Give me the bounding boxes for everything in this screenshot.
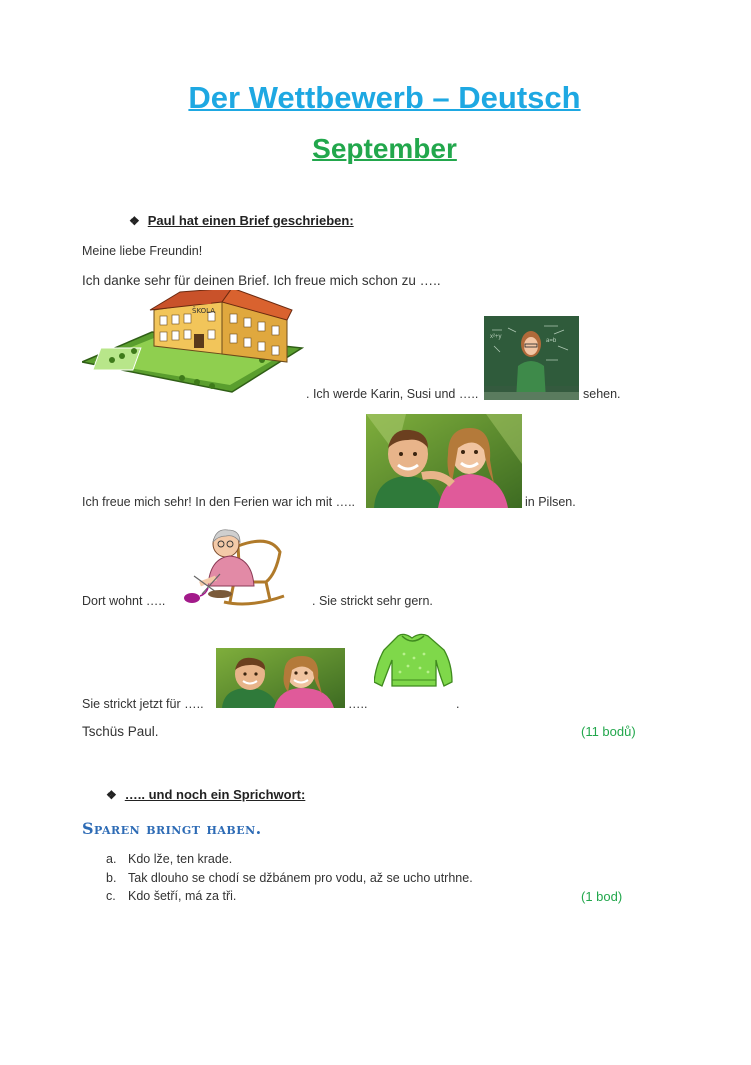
diamond-bullet-icon: ❖ [106,788,117,802]
option-c-text: Kdo šetří, má za tři. [128,889,237,903]
letter-line-1: Ich danke sehr für deinen Brief. Ich freue mich schon zu ….. [82,273,441,288]
svg-text:ŠKOLA: ŠKOLA [192,307,216,315]
section1-heading: ❖ Paul hat einen Brief geschrieben: [129,213,354,228]
option-b-text: Tak dlouho se chodí se džbánem pro vodu, až se ucho utrhne. [128,871,473,885]
letter-line-3b: in Pilsen. [525,495,576,509]
letter-line-5c: . [456,697,460,711]
letter-line-4b: . Sie strickt sehr gern. [312,594,433,608]
grandmother-knitting-icon [180,524,286,606]
option-c-letter: c. [106,889,116,903]
section2-points: (1 bod) [581,889,623,904]
page-title: Der Wettbewerb – Deutsch [188,80,581,115]
children-photo [366,414,522,508]
letter-line-2b: sehen. [583,387,621,401]
section2-heading: ❖ ….. und noch ein Sprichwort: [106,787,306,802]
school-building-icon [82,290,304,398]
option-a-text: Kdo lže, ten krade. [128,852,233,866]
children-photo-small [216,648,345,708]
option-b-letter: b. [106,871,117,885]
option-a-letter: a. [106,852,117,866]
letter-closing: Tschüs Paul. [82,724,159,739]
green-sweater-icon [374,630,454,690]
teacher-photo [484,316,579,400]
svg-text:a=b: a=b [546,338,557,344]
letter-line-2a: . Ich werde Karin, Susi und ….. [306,387,479,401]
letter-greeting: Meine liebe Freundin! [82,244,203,258]
letter-line-5b: ….. [348,697,368,711]
letter-line-5a: Sie strickt jetzt für ….. [82,697,204,711]
letter-line-4a: Dort wohnt ….. [82,594,166,608]
section1-points: (11 bodů) [581,724,636,739]
page-subtitle: September [312,133,457,164]
letter-line-3a: Ich freue mich sehr! In den Ferien war ich mit ….. [82,495,356,509]
diamond-bullet-icon: ❖ [129,214,140,228]
proverb-text: Sparen bringt haben. [82,819,262,838]
svg-text:x²+y: x²+y [490,334,502,340]
